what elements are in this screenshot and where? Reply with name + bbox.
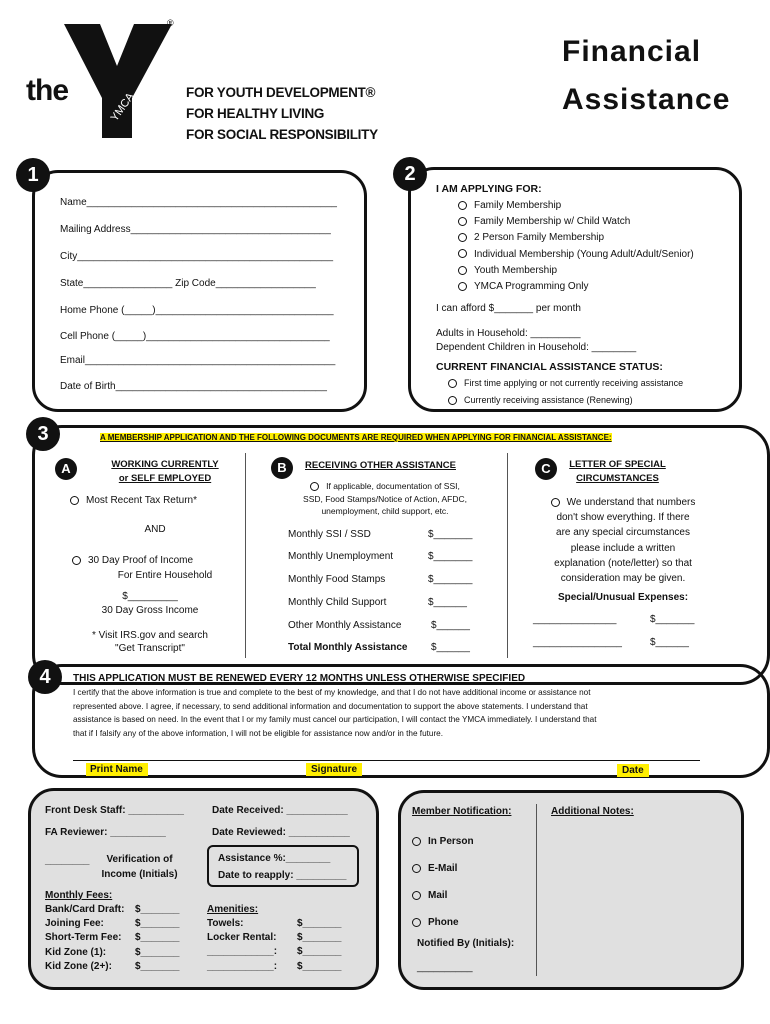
ssi-label: Monthly SSI / SSD <box>288 529 371 540</box>
total-assistance-label: Total Monthly Assistance <box>288 642 408 653</box>
amenity-row: ____________: $_______ <box>207 946 342 958</box>
section-2-badge: 2 <box>393 157 427 191</box>
logo-ymca-text: YMCA <box>108 90 137 124</box>
radio-circle-icon[interactable] <box>448 396 457 405</box>
option-family[interactable]: Family Membership <box>458 198 694 214</box>
col-a-badge: A <box>55 458 77 480</box>
radio-circle-icon[interactable] <box>458 266 467 275</box>
monthly-fees-list <box>45 903 180 974</box>
date-label[interactable]: Date <box>617 764 649 777</box>
ssi-field[interactable]: $_______ <box>428 529 473 540</box>
membership-options <box>458 198 694 295</box>
option-individual[interactable]: Individual Membership (Young Adult/Adult/Senior) <box>458 247 694 263</box>
verification-blank[interactable]: ________ <box>45 855 90 866</box>
adults-field[interactable]: Adults in Household: _________ <box>436 328 581 339</box>
member-notification-heading: Member Notification: <box>412 806 512 817</box>
applying-heading: I AM APPLYING FOR: <box>436 183 542 195</box>
option-family-child-watch[interactable]: Family Membership w/ Child Watch <box>458 214 694 230</box>
radio-circle-icon[interactable] <box>412 918 421 927</box>
state-zip-field[interactable]: State________________ Zip Code__________________ <box>60 278 316 289</box>
radio-circle-icon[interactable] <box>412 864 421 873</box>
col-c-badge: C <box>535 458 557 480</box>
irs-note: * Visit IRS.gov and search "Get Transcript" <box>92 630 208 654</box>
expense-1-amount[interactable]: $_______ <box>650 614 695 625</box>
other-assistance-label: Other Monthly Assistance <box>288 620 402 631</box>
expense-1-desc[interactable]: _______________ <box>533 614 617 625</box>
fa-reviewer-field[interactable]: FA Reviewer: __________ <box>45 827 166 838</box>
tagline-line-3: FOR SOCIAL RESPONSIBILITY <box>186 127 378 142</box>
notified-by-field[interactable]: __________ <box>417 962 473 973</box>
checkbox-circle-icon[interactable] <box>551 498 560 507</box>
unemployment-field[interactable]: $_______ <box>428 551 473 562</box>
dependents-field[interactable]: Dependent Children in Household: ________ <box>436 342 637 353</box>
additional-notes-heading: Additional Notes: <box>551 806 634 817</box>
logo-registered: ® <box>167 18 174 28</box>
option-youth[interactable]: Youth Membership <box>458 263 694 279</box>
total-assistance-field[interactable]: $______ <box>431 642 470 653</box>
radio-circle-icon[interactable] <box>448 379 457 388</box>
page-title <box>562 28 730 124</box>
fee-row: Joining Fee: $_______ <box>45 918 180 930</box>
food-stamps-field[interactable]: $_______ <box>428 574 473 585</box>
logo-the-text: the <box>26 74 68 107</box>
gross-income-field[interactable]: $_________ <box>122 591 178 602</box>
col-b-badge: B <box>271 457 293 479</box>
and-label: AND <box>144 524 166 535</box>
radio-circle-icon[interactable] <box>458 249 467 258</box>
column-divider-bc <box>507 453 508 658</box>
date-reapply-field[interactable]: Date to reapply: _________ <box>218 870 347 881</box>
notify-mail[interactable]: Mail <box>412 882 474 909</box>
date-reviewed-field[interactable]: Date Reviewed: ___________ <box>212 827 350 838</box>
option-2-person-family[interactable]: 2 Person Family Membership <box>458 230 694 246</box>
amenities-heading: Amenities: <box>207 904 259 915</box>
cell-phone-field[interactable]: Cell Phone (_____)_________________________________ <box>60 331 330 342</box>
col-c-heading: LETTER OF SPECIAL CIRCUMSTANCES <box>569 459 666 484</box>
section-4-badge: 4 <box>28 660 62 694</box>
tagline-line-2: FOR HEALTHY LIVING <box>186 106 325 121</box>
amenity-row: Locker Rental: $_______ <box>207 932 342 944</box>
expense-2-amount[interactable]: $______ <box>650 637 689 648</box>
fee-row: Short-Term Fee: $_______ <box>45 932 180 944</box>
afford-field[interactable]: I can afford $_______ per month <box>436 303 581 314</box>
monthly-fees-heading: Monthly Fees: <box>45 890 113 901</box>
status-first-time[interactable]: First time applying or not currently receiving assistance <box>448 378 683 388</box>
amenities-list <box>207 917 342 974</box>
child-support-label: Monthly Child Support <box>288 597 387 608</box>
renewal-heading: THIS APPLICATION MUST BE RENEWED EVERY 12 MONTHS UNLESS OTHERWISE SPECIFIED <box>73 673 526 684</box>
mailing-address-field[interactable]: Mailing Address____________________________________ <box>60 224 331 235</box>
verification-label: Verification of Income (Initials) <box>101 854 178 880</box>
notification-divider <box>536 804 537 976</box>
gross-income-label: 30 Day Gross Income <box>101 605 199 616</box>
col-b-intro: If applicable, documentation of SSI, SSD, Food Stamps/Notice of Action, AFDC, unemployment, child support, etc. <box>303 481 467 516</box>
status-heading: CURRENT FINANCIAL ASSISTANCE STATUS: <box>436 361 663 373</box>
signature-label[interactable]: Signature <box>306 763 362 776</box>
ymca-logo <box>22 16 182 141</box>
option-programming-only[interactable]: YMCA Programming Only <box>458 279 694 295</box>
expense-2-desc[interactable]: ________________ <box>533 637 622 648</box>
col-a-heading: WORKING CURRENTLY or SELF EMPLOYED <box>111 459 219 484</box>
tagline-line-1: FOR YOUTH DEVELOPMENT® <box>186 85 376 100</box>
amenity-row: ____________: $_______ <box>207 960 342 972</box>
print-name-label[interactable]: Print Name <box>86 763 148 776</box>
radio-circle-icon[interactable] <box>458 282 467 291</box>
fee-row: Kid Zone (1): $_______ <box>45 946 180 958</box>
home-phone-field[interactable]: Home Phone (_____)________________________________ <box>60 305 334 316</box>
assistance-pct-field[interactable]: Assistance %:________ <box>218 853 331 864</box>
section-3-badge: 3 <box>26 417 60 451</box>
front-desk-field[interactable]: Front Desk Staff: __________ <box>45 805 184 816</box>
notified-by-label: Notified By (Initials): <box>417 938 515 949</box>
amenity-row: Towels: $_______ <box>207 918 342 929</box>
child-support-field[interactable]: $______ <box>428 597 467 608</box>
col-b-heading: RECEIVING OTHER ASSISTANCE <box>305 460 456 471</box>
radio-circle-icon[interactable] <box>458 201 467 210</box>
date-of-birth-field[interactable]: Date of Birth______________________________________ <box>60 381 327 392</box>
other-assistance-field[interactable]: $______ <box>431 620 470 631</box>
tagline <box>186 82 378 145</box>
notify-phone[interactable]: Phone <box>412 909 474 936</box>
documents-banner: A MEMBERSHIP APPLICATION AND THE FOLLOWING DOCUMENTS ARE REQUIRED WHEN APPLYING FOR FINANCIAL ASSISTANCE: <box>100 433 612 442</box>
section-1-badge: 1 <box>16 158 50 192</box>
checkbox-circle-icon[interactable] <box>70 496 79 505</box>
special-circumstances-text: We understand that numbers don't show everything. If there are any special circumstances please include a written explanation (note/letter) so that consideration may be given. <box>523 495 723 586</box>
notify-in-person[interactable]: In Person <box>412 828 474 855</box>
page-title-line-2: Assistance <box>562 83 731 116</box>
expenses-heading: Special/Unusual Expenses: <box>557 592 689 603</box>
fee-row: Bank/Card Draft: $_______ <box>45 904 180 915</box>
fee-row: Kid Zone (2+): $_______ <box>45 960 180 972</box>
checkbox-circle-icon[interactable] <box>310 482 319 491</box>
unemployment-label: Monthly Unemployment <box>288 551 394 562</box>
city-field[interactable]: City______________________________________________ <box>60 251 334 262</box>
status-renewing[interactable]: Currently receiving assistance (Renewing) <box>448 395 633 405</box>
page-title-line-1: Financial <box>562 35 702 68</box>
radio-circle-icon[interactable] <box>458 217 467 226</box>
proof-of-income-option[interactable]: 30 Day Proof of Income <box>72 555 193 566</box>
proof-of-income-line2: For Entire Household <box>117 570 213 581</box>
notify-email[interactable]: E-Mail <box>412 855 474 882</box>
tax-return-option[interactable]: Most Recent Tax Return* <box>70 495 197 506</box>
certification-text: I certify that the above information is true and complete to the best of my knowledge, and that I do not have additional income or assistance not represented above. I agree, if necessary, to send additional information and documentation to support the above statements. I understand that assistance is based on need. In the event that I or my family must cancel our participation, I will contact the YMCA immediately. I understand that that if I falsify any of the above information, I will not be eligible for assistance now and/or in the future. <box>73 688 597 738</box>
radio-circle-icon[interactable] <box>412 891 421 900</box>
checkbox-circle-icon[interactable] <box>72 556 81 565</box>
signature-line <box>73 760 700 761</box>
notification-options <box>412 828 474 936</box>
email-field[interactable]: Email_____________________________________________ <box>60 355 336 366</box>
column-divider-ab <box>245 453 246 658</box>
radio-circle-icon[interactable] <box>458 233 467 242</box>
date-received-field[interactable]: Date Received: ___________ <box>212 805 348 816</box>
food-stamps-label: Monthly Food Stamps <box>288 574 386 585</box>
name-field[interactable]: Name_____________________________________________ <box>60 197 337 208</box>
radio-circle-icon[interactable] <box>412 837 421 846</box>
